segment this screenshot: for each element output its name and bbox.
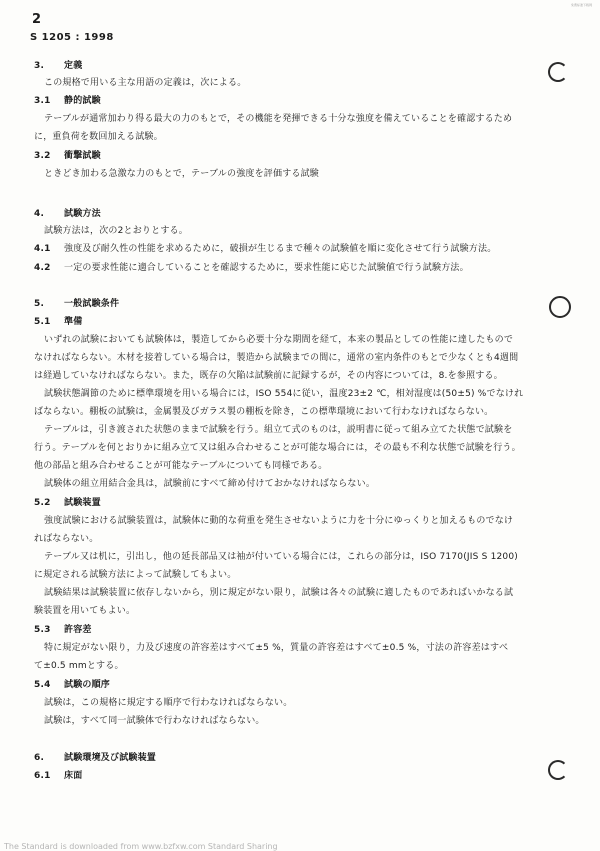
section-title: 衝撃試験 [64,151,101,161]
body-text: 試験は，すべて同一試験体で行わなければならない。 [44,716,265,726]
body-line [34,131,163,143]
section-heading [34,60,82,72]
body-line [44,642,508,654]
body-line [44,424,512,436]
body-line [34,243,496,255]
section-title: 床面 [64,771,83,781]
section-title: 試験環境及び試験装置 [64,753,157,763]
body-text: ればならない。 [34,534,99,544]
body-text: は経過していなければならない。また，既存の欠陥は試験前に記録するが，その内容については，8.を参照する。 [34,371,503,381]
body-line [44,697,292,709]
section-number: 5. [34,299,45,309]
standard-code: S 1205 : 1998 [30,32,114,43]
body-line [44,334,513,346]
section-heading [34,150,101,162]
section-number: 5.3 [34,625,51,635]
section-title: 定義 [64,61,83,71]
binder-hole-bottom-icon [548,760,568,780]
body-line [44,587,513,599]
section-heading [34,298,119,310]
body-line [44,715,265,727]
binder-hole-middle-icon [549,296,571,318]
body-line [44,388,523,400]
section-title: 一般試験条件 [64,299,120,309]
body-text: テーブルが通常加わり得る最大の力のもとで，その機能を発揮できる十分な強度を備えていることを確認するため [44,114,513,124]
download-footer: The Standard is downloaded from www.bzfxw.com Standard Sharing [4,842,278,851]
section-heading [34,95,101,107]
body-line [34,533,98,545]
section-heading [34,316,82,328]
corner-watermark: 免费标准下载网 [570,3,592,7]
section-number: 4.1 [34,244,51,254]
section-number: 4. [34,209,45,219]
body-line [44,113,512,125]
section-number: 4.2 [34,263,51,273]
body-text: 強度試験における試験装置は，試験体に動的な荷重を発生させないように力を十分にゆっくりと加えるものでなけ [44,516,514,526]
section-heading [34,770,82,782]
body-line [44,77,246,89]
body-text: 他の部品と組み合わせることが可能なテーブルについても同様である。 [34,461,328,471]
body-text: この規格で用いる主な用語の定義は，次による。 [44,78,247,88]
body-text: 試験状態調節のために標準環境を用いる場合には，ISO 554に従い，温度23±2 ℃，相対湿度は(50±5) %でなけれ [44,389,524,399]
body-text: 強度及び耐久性の性能を求めるために，破損が生じるまで種々の試験値を順に変化させて行う試験方法。 [64,244,497,254]
section-number: 3.1 [34,96,51,106]
body-line [34,569,236,581]
body-text: 試験方法は，次の2とおりとする。 [44,226,188,236]
section-title: 許容差 [64,625,92,635]
section-number: 6. [34,753,45,763]
section-number: 3. [34,61,45,71]
body-line [44,168,319,180]
body-line [44,551,518,563]
section-heading [34,679,110,691]
body-text: 験装置を用いてもよい。 [34,606,136,616]
body-line [44,478,375,490]
section-number: 5.2 [34,498,51,508]
section-title: 試験装置 [64,498,101,508]
body-line [34,262,469,274]
section-number: 6.1 [34,771,51,781]
section-title: 準備 [64,317,83,327]
body-line [34,442,521,454]
section-title: 静的試験 [64,96,101,106]
page-number: 2 [32,12,42,27]
body-line [44,515,513,527]
body-text: 行う。テーブルを何とおりかに組み立て又は組み合わせることが可能な場合には，その最も不利な状態で試験を行う。 [34,443,521,453]
body-line [44,225,188,237]
section-heading [34,752,156,764]
body-line [34,370,503,382]
body-text: 一定の要求性能に適合していることを確認するために，要求性能に応じた試験値で行う試験方法。 [64,263,469,273]
body-line [34,605,135,617]
body-text: テーブル又は机に，引出し，他の延長部品又は袖が付いている場合には，これらの部分は，ISO 7170(JIS S 1200) [44,552,518,562]
section-number: 5.4 [34,680,51,690]
body-text: 特に規定がない限り，力及び速度の許容差はすべて±5 %，質量の許容差はすべて±0.5 %，寸法の許容差はすべ [44,643,509,653]
section-heading [34,208,101,220]
body-text: テーブルは，引き渡された状態のままで試験を行う。組立て式のものは，説明書に従って組み立てた状態で試験を [44,425,513,435]
body-text: 試験体の組立用結合金具は，試験前にすべて締め付けておかなければならない。 [44,479,376,489]
section-title: 試験方法 [64,209,101,219]
body-text: 試験結果は試験装置に依存しないから，別に規定がない限り，試験は各々の試験に適したものであればいかなる試 [44,588,514,598]
body-text: 試験は，この規格に規定する順序で行わなければならない。 [44,698,293,708]
body-text: なければならない。木材を接着している場合は，製造から試験までの間に，通常の室内条件のもとで少なくとも4週間 [34,353,519,363]
section-title: 試験の順序 [64,680,111,690]
section-number: 5.1 [34,317,51,327]
body-text: いずれの試験においても試験体は，製造してから必要十分な期間を経て，本来の製品としての性能に達したもので [44,335,514,345]
body-line [34,460,327,472]
body-text: に規定される試験方法によって試験してもよい。 [34,570,237,580]
body-line [34,660,124,672]
body-text: ばならない。棚板の試験は，金属製及びガラス製の棚板を除き，この標準環境において行わなければならない。 [34,407,494,417]
binder-hole-top-icon [548,62,568,82]
section-heading [34,624,92,636]
body-text: ときどき加わる急激な力のもとで，テーブルの強度を評価する試験 [44,169,320,179]
section-heading [34,497,101,509]
body-text: に，重負荷を数回加える試験。 [34,132,163,142]
body-line [34,352,518,364]
body-text: て±0.5 mmとする。 [34,661,124,671]
body-line [34,406,493,418]
section-number: 3.2 [34,151,51,161]
